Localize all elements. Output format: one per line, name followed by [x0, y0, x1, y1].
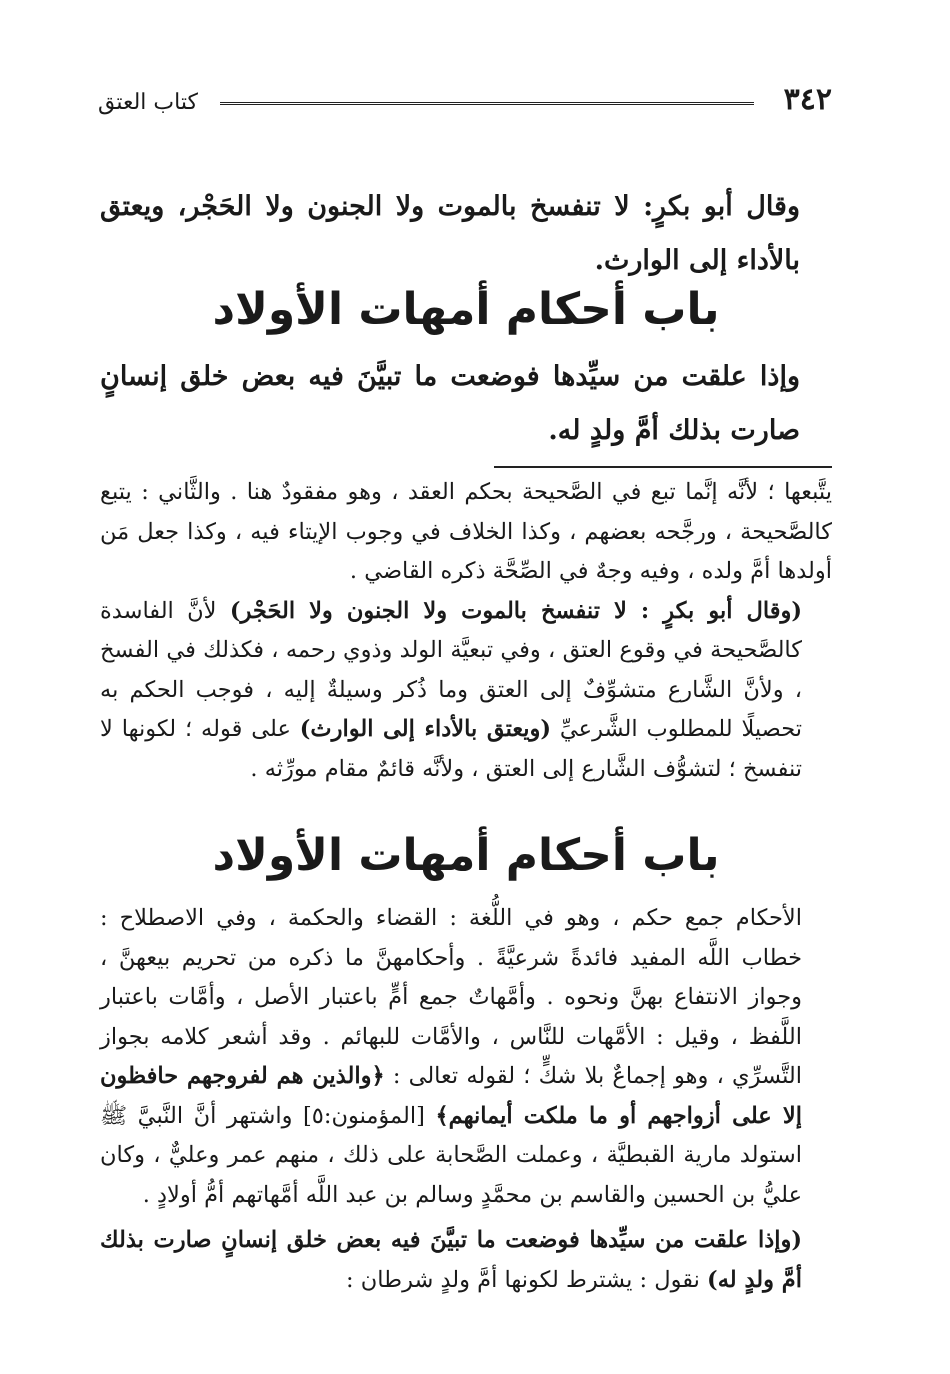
quoted-matn: (ويعتق بالأداء إلى الوارث)	[299, 716, 551, 742]
commentary-paragraph	[100, 899, 832, 1215]
commentary-paragraph	[100, 592, 832, 790]
page-number: ٣٤٢	[783, 82, 832, 117]
commentary-text: لأنَّ الفاسدة كالصَّحيحة في وقوع العتق ، وفي تبعيَّة الولد وذوي رحمه ، فكذلك في الفسخ ، ولأنَّ الشَّارع متشوِّفٌ إلى العتق وما ذُكر وسيلةٌ إليه ، فوجب الحكم به تحصيلًا للمطلوب الشَّرعيِّ	[100, 597, 802, 742]
commentary-text: الأحكام جمع حكم ، وهو في اللُّغة : القضاء والحكمة ، وفي الاصطلاح : خطاب اللَّه المفيد فائدةً شرعيَّةً . وأحكامهنَّ ما ذكره من تحريم بيعهنَّ ، وجواز الانتفاع بهنَّ ونحوه . وأمَّهاتٌ جمع أمٍّ باعتبار الأصل ، وأمَّات باعتبار اللَّفظ ، وقيل : الأمَّهات للنَّاس ، والأمَّات للبهائم . وقد أشعر كلامه بجواز التَّسرِّي ، وهو إجماعٌ بلا شكٍّ ؛ لقوله تعالى :	[100, 905, 802, 1089]
quran-reference: [المؤمنون:٥]	[292, 1102, 436, 1129]
quoted-matn: وقال أبو بكرٍ : لا تنفسخ بالموت ولا الجنون ولا الحَجْر	[240, 597, 792, 624]
quoted-matn-open: (	[791, 597, 802, 624]
matn-paragraph-1	[100, 180, 832, 288]
matn-paragraph-2	[100, 350, 832, 458]
commentary-paragraph: يتَّبعها ؛ لأنَّه إنَّما تبع في الصَّحيحة بحكم العقد ، وهو مفقودٌ هنا . والثَّاني : يتبع كالصَّحيحة ، ورجَّحه بعضهم ، وكذا الخلاف في وجوب الإيتاء فيه ، وكذا جعل مَن أولدها أمَّ ولده ، وفيه وجهٌ في الصِّحَّة ذكره القاضي .	[100, 479, 832, 584]
matn-text: وإذا علقت من سيِّدها فوضعت ما تبيَّنَ فيه بعض خلق إنسانٍ صارت بذلك أمَّ ولدٍ له.	[100, 361, 800, 446]
chapter-title-top: باب أحكام أمهات الأولاد	[212, 284, 720, 335]
commentary-text: على قوله ؛ لكونها لا تنفسخ ؛ لتشوُّف الشَّارع إلى العتق ، ولأنَّه قائمٌ مقام مورِّثه .	[100, 716, 802, 782]
header-rule	[220, 102, 754, 105]
quoted-matn-close: )	[229, 597, 241, 624]
chapter-title-commentary: باب أحكام أمهات الأولاد	[212, 830, 720, 881]
footnote-separator	[494, 466, 832, 468]
commentary-section-2	[100, 899, 832, 1300]
commentary-text: واشتهر أنَّ النَّبيَّ ﷺ استولد مارية القبطيَّة ، وعملت الصَّحابة على ذلك ، منهم عمر وعليٌّ ، وكان عليُّ بن الحسين والقاسم بن محمَّدٍ وسالم بن عبد اللَّه أمَّهاتهم أمُّ أولادٍ .	[100, 1102, 802, 1208]
running-title: كتاب العتق	[98, 90, 198, 115]
commentary-paragraph	[100, 1221, 832, 1300]
commentary-section-1	[100, 473, 832, 789]
page-header	[98, 82, 832, 122]
commentary-text: نقول : يشترط لكونها أمَّ ولدٍ شرطان :	[346, 1266, 708, 1293]
matn-text: وقال أبو بكرٍ: لا تنفسخ بالموت ولا الجنون ولا الحَجْر، ويعتق بالأداء إلى الوارث.	[100, 191, 800, 276]
quoted-matn: (وإذا علقت من سيِّدها فوضعت ما تبيَّنَ فيه بعض خلق إنسانٍ صارت بذلك أمَّ ولدٍ له)	[100, 1227, 802, 1293]
quran-verse: ﴿والذين هم لفروجهم حافظون إلا على أزواجهم أو ما ملكت أيمانهم﴾	[100, 1063, 802, 1129]
